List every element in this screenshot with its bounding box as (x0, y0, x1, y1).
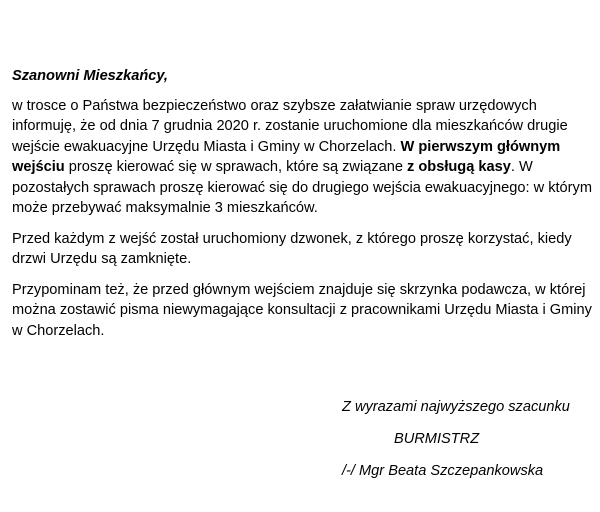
paragraph-entrances-bold-cashier: z obsługą kasy (407, 159, 511, 175)
paragraph-entrances-bold-main-entrance: W pierwszym głównym wejściu (12, 138, 561, 175)
paragraph-entrances (12, 96, 594, 219)
paragraph-doorbell: Przed każdym z wejść został uruchomiony dzwonek, z którego proszę korzystać, kiedy drzwi Urzędu są zamknięte. (12, 230, 572, 267)
letter-body (12, 66, 594, 351)
signature-name: /-/ Mgr Beata Szczepankowska (342, 463, 544, 479)
paragraph-entrances-text-3: . W pozostałych sprawach proszę kierować się do drugiego wejścia ewakuacyjnego: w którym może przebywać maksymalnie 3 mieszkańców. (12, 159, 592, 216)
paragraph-mailbox: Przypominam też, że przed głównym wejściem znajduje się skrzynka podawcza, w której można zostawić pisma niewymagające konsultacji z pracownikami Urzędu Miasta i Gminy w Chorzelach. (12, 281, 592, 339)
paragraph-entrances-text-2: proszę kierować się w sprawach, które są związane (64, 159, 408, 175)
greeting: Szanowni Mieszkańcy, (12, 68, 168, 84)
signature-block (342, 397, 570, 481)
paragraph-entrances-text-1: w trosce o Państwa bezpieczeństwo oraz szybsze załatwianie spraw urzędowych informuję, że od dnia 7 grudnia 2020 r. zostanie uruchomione dla mieszkańców drugie wejście ewakuacyjne Urzędu Miasta i Gminy w Chorzelach. (12, 97, 568, 155)
signature-title: BURMISTRZ (394, 431, 480, 447)
signature-closing: Z wyrazami najwyższego szacunku (342, 399, 570, 415)
